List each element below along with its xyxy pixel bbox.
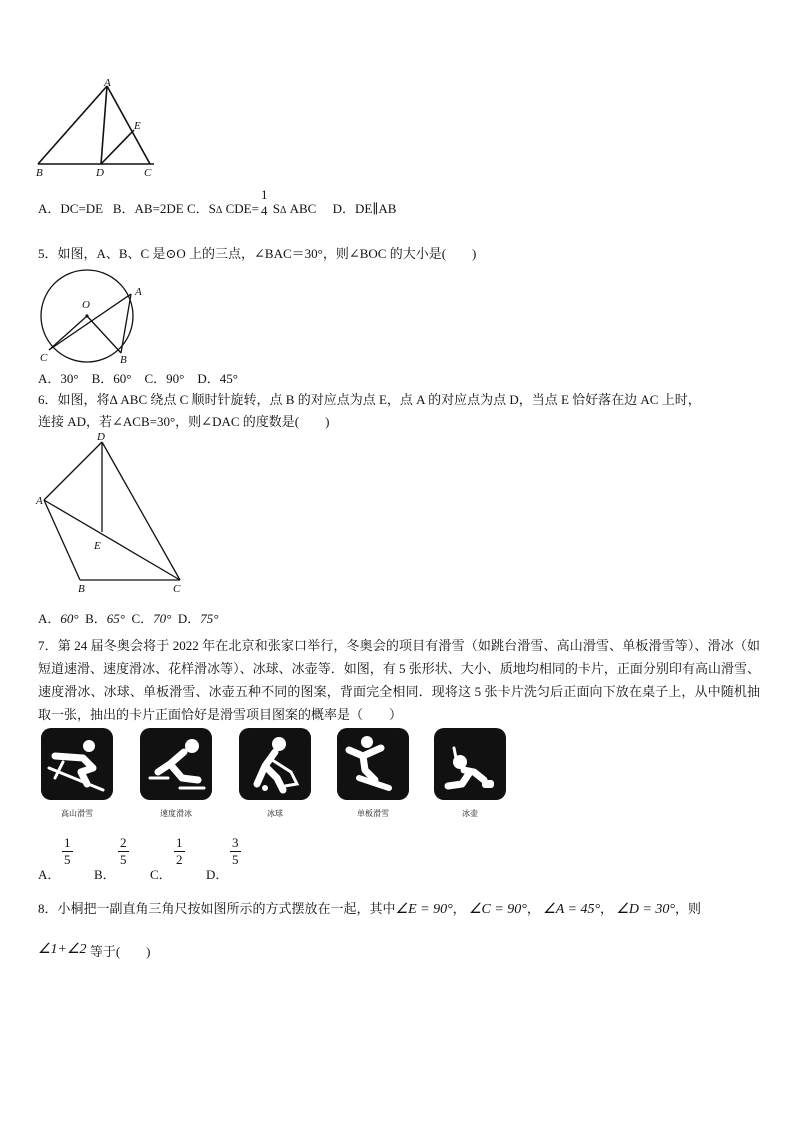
q8-question-line1: 8．小桐把一副直角三角尺按如图所示的方式摆放在一起，其中∠E = 90°， ∠C = 90°， ∠A = 45°， ∠D = 30°，则: [38, 901, 702, 917]
q4-options: [38, 188, 396, 231]
card-curling: [434, 728, 506, 800]
card-speed-skating: [140, 728, 212, 800]
q4-option-d: D．DE∥AB: [332, 201, 397, 216]
q6-label-b: B: [78, 583, 85, 595]
q6-label-a: A: [36, 495, 43, 507]
q5-label-c: C: [40, 352, 48, 364]
q5-options: A．30° B．60° C．90° D．45°: [38, 371, 238, 386]
q5-question: 5．如图，A、B、C 是⊙O 上的三点，∠BAC＝30°，则∠BOC 的大小是( ): [38, 246, 477, 261]
card-ice-hockey: [239, 728, 311, 800]
q8-question-line2: ∠1+∠2 等于( ): [38, 942, 151, 959]
card-caption-1: 高山滑雪: [61, 809, 93, 818]
q7-option-b: B． $\frac{2}{5}$: [94, 835, 127, 882]
q6-label-e: E: [94, 540, 101, 552]
card-alpine-skiing: [41, 728, 113, 800]
q7-question: 7．第 24 届冬奥会将于 2022 年在北京和张家口举行，冬奥会的项目有滑雪（如跳台滑雪、高山滑雪、单板滑雪等）、滑冰（如短道速滑、速度滑冰、花样滑冰等）、冰球、冰壶等．如图，有 5 张形状、大小、质地均相同的卡片，正面分别印有高山滑雪、速度滑冰、冰球、单板滑雪、冰壶五种不同的图案，背面完全相同．现将这 5 张卡片洗匀后正面向下放在桌子上，从中随机抽取一张，抽出的卡片正面恰好是滑雪项目图案的概率是（ ）: [38, 638, 760, 722]
card-caption-5: 冰壶: [462, 809, 478, 818]
q4-label-a: A: [104, 77, 111, 89]
curling-icon: [434, 728, 506, 800]
q7-option-c: C． $\frac{1}{2}$: [150, 835, 183, 882]
snowboard-icon: [337, 728, 409, 800]
q4-option-c: C．SΔ CDE= 1 4 SΔ ABC: [187, 187, 317, 218]
ice-hockey-icon: [239, 728, 311, 800]
q8-angle-c: ∠C = 90°: [468, 902, 527, 917]
card-snowboard: [337, 728, 409, 800]
q6-label-d: D: [97, 431, 105, 443]
q6-label-c: C: [173, 583, 181, 595]
q4-label-d: D: [96, 167, 104, 179]
q8-expression: ∠1+∠2: [38, 942, 87, 957]
q5-label-a: A: [135, 286, 142, 298]
alpine-skiing-icon: [41, 728, 113, 800]
speed-skating-icon: [140, 728, 212, 800]
q5-circle-figure: [32, 268, 152, 368]
q4-label-c: C: [144, 167, 152, 179]
q6-option-a-value: 60°: [60, 611, 79, 626]
card-caption-3: 冰球: [267, 809, 283, 818]
q5-label-b: B: [120, 354, 127, 366]
q6-question-line1: 6．如图，将Δ ABC 绕点 C 顺时针旋转，点 B 的对应点为点 E，点 A 的对应点为点 D，当点 E 恰好落在边 AC 上时，: [38, 392, 701, 407]
q4-label-e: E: [134, 120, 141, 132]
q4-option-a: A．DC=DE: [38, 201, 104, 216]
q7-option-a: A． $\frac{1}{5}$: [38, 835, 71, 882]
card-caption-4: 单板滑雪: [357, 809, 389, 818]
q8-angle-a: ∠A = 45°: [543, 902, 601, 917]
q4-option-b: B．AB=2DE: [112, 201, 184, 216]
q6-rotation-figure: [32, 428, 192, 598]
q7-option-d: D． $\frac{3}{5}$: [206, 835, 239, 882]
q8-angle-e: ∠E = 90°: [395, 902, 453, 917]
q4-triangle-figure: [30, 74, 170, 184]
q5-label-o: O: [82, 299, 90, 311]
q6-option-b-value: 65°: [106, 611, 125, 626]
q4-label-b: B: [36, 167, 43, 179]
q6-option-d-value: 75°: [200, 611, 219, 626]
q8-angle-d: ∠D = 30°: [616, 902, 676, 917]
card-caption-2: 速度滑冰: [160, 809, 192, 818]
q6-question-line2: 连接 AD，若∠ACB=30°，则∠DAC 的度数是( ): [38, 414, 330, 429]
q6-options: A．60° B．65° C．70° D．75°: [38, 611, 219, 626]
q6-option-c-value: 70°: [153, 611, 172, 626]
